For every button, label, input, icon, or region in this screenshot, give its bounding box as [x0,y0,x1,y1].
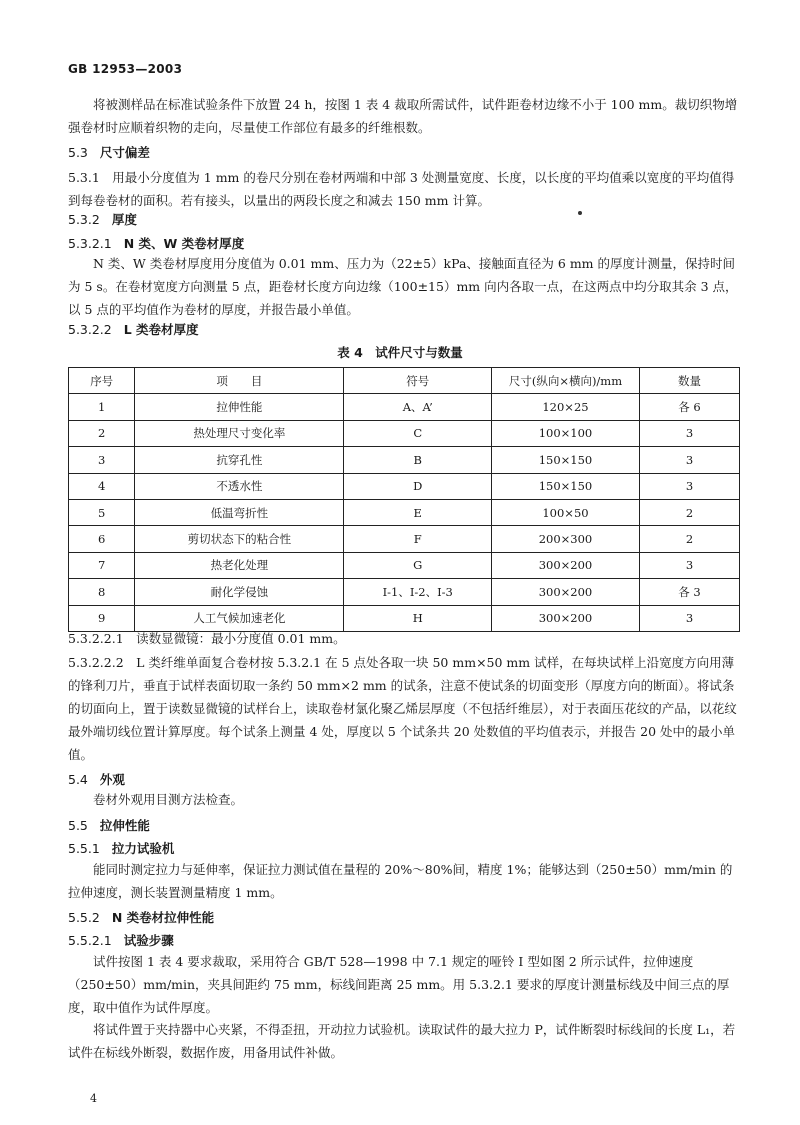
table-cell: 6 [69,526,135,552]
table-cell: 3 [639,420,739,446]
table-cell: 拉伸性能 [135,394,344,420]
table-cell: 100×100 [492,420,640,446]
table-cell: F [344,526,492,552]
table-cell: A、A’ [344,394,492,420]
table-cell: 8 [69,579,135,605]
table-row [69,447,740,473]
table-cell: 4 [69,473,135,499]
header-cell: 尺寸(纵向×横向)/mm [492,368,640,394]
specimen-table [68,367,740,632]
heading-5-5-1: 5.5.1 拉力试验机 [68,841,175,856]
table-cell: 2 [69,420,135,446]
table-cell: 耐化学侵蚀 [135,579,344,605]
heading-5-3-2-1: 5.3.2.1 N 类、W 类卷材厚度 [68,236,245,251]
table-cell: D [344,473,492,499]
paragraph-appearance: 卷材外观用目测方法检查。 [93,792,244,807]
paragraph-sampling: 将被测样品在标准试验条件下放置 24 h，按图 1 表 4 裁取所需试件，试件距卷材边缘不小于 100 mm。裁切织物增强卷材时应顺着织物的走向，尽量使工作部位有最多的纤维根数。 [68,97,738,135]
heading-5-3-2: 5.3.2 厚度 [68,212,137,227]
table-cell: 各 3 [639,579,739,605]
page-number: 4 [90,1092,97,1105]
table-cell: G [344,552,492,578]
header-cell: 符号 [344,368,492,394]
table-cell: 剪切状态下的粘合性 [135,526,344,552]
header-cell: 数量 [639,368,739,394]
table-row [69,499,740,525]
header-cell: 序号 [69,368,135,394]
table-cell: 300×200 [492,552,640,578]
table-row [69,420,740,446]
table-cell: 热老化处理 [135,552,344,578]
paragraph-5-3-1: 5.3.1 用最小分度值为 1 mm 的卷尺分别在卷材两端和中部 3 处测量宽度、长度，以长度的平均值乘以宽度的平均值得到每卷卷材的面积。若有接头，以量出的两段长度之和减去 150 mm 计算。 [68,170,735,208]
table-cell: I-1、I-2、I-3 [344,579,492,605]
table-cell: 3 [639,552,739,578]
table-row [69,394,740,420]
paragraph-tensile-machine: 能同时测定拉力与延伸率，保证拉力测试值在量程的 20%～80%间，精度 1%；能够达到（250±50）mm/min 的拉伸速度，测长装置测量精度 1 mm。 [68,862,733,900]
table-cell: 各 6 [639,394,739,420]
table-cell: 100×50 [492,499,640,525]
table-cell: 1 [69,394,135,420]
table-cell: 5 [69,499,135,525]
header-cell: 项 目 [135,368,344,394]
table-cell: 3 [639,605,739,631]
table-cell: 3 [639,473,739,499]
table-cell: 3 [69,447,135,473]
standard-number: GB 12953—2003 [68,62,183,76]
table-row [69,473,740,499]
table-cell: H [344,605,492,631]
table-cell: C [344,420,492,446]
table-cell: 3 [639,447,739,473]
table-row [69,526,740,552]
table-cell: 120×25 [492,394,640,420]
table-cell: 2 [639,526,739,552]
heading-5-3-2-2: 5.3.2.2 L 类卷材厚度 [68,322,199,337]
heading-5-5-2: 5.5.2 N 类卷材拉伸性能 [68,910,215,925]
table-cell: 热处理尺寸变化率 [135,420,344,446]
heading-5-3: 5.3 尺寸偏差 [68,145,150,160]
table-cell: E [344,499,492,525]
table-row [69,552,740,578]
heading-5-4: 5.4 外观 [68,772,125,787]
table-cell: B [344,447,492,473]
table-cell: 300×200 [492,579,640,605]
table-cell: 人工气候加速老化 [135,605,344,631]
paragraph-5-3-2-2-1: 5.3.2.2.1 读数显微镜：最小分度值 0.01 mm。 [68,631,346,646]
table-cell: 不透水性 [135,473,344,499]
table-cell: 9 [69,605,135,631]
paragraph-test-steps-2: 将试件置于夹持器中心夹紧，不得歪扭，开动拉力试验机。读取试件的最大拉力 P，试件断裂时标线间的长度 L₁，若试件在标线外断裂，数据作废，用备用试件补做。 [68,1022,736,1060]
paragraph-test-steps-1: 试件按图 1 表 4 要求裁取，采用符合 GB/T 528—1998 中 7.1 规定的哑铃 I 型如图 2 所示试件，拉伸速度（250±50）mm/min，夹具间距约 75 mm，标线间距离 25 mm。用 5.3.2.1 要求的厚度计测量标线及中间三点的厚度，取中值作为试件厚度。 [68,954,730,1015]
table-cell: 200×300 [492,526,640,552]
table-header-row [69,368,740,394]
table-cell: 2 [639,499,739,525]
table-cell: 抗穿孔性 [135,447,344,473]
table-cell: 低温弯折性 [135,499,344,525]
table-row [69,579,740,605]
heading-5-5-2-1: 5.5.2.1 试验步骤 [68,933,174,948]
table-cell: 7 [69,552,135,578]
paragraph-nw-thickness: N 类、W 类卷材厚度用分度值为 0.01 mm、压力为（22±5）kPa、接触面直径为 6 mm 的厚度计测量，保持时间为 5 s。在卷材宽度方向测量 5 点，距卷材长度方向边缘（100±15）mm 向内各取一点，在这两点中均分取其余 3 点，以 5 点的平均值作为卷材的厚度，并报告最小单值。 [68,256,738,317]
stray-dot [578,211,582,215]
table-cell: 150×150 [492,473,640,499]
table-cell: 150×150 [492,447,640,473]
paragraph-5-3-2-2-2: 5.3.2.2.2 L 类纤维单面复合卷材按 5.3.2.1 在 5 点处各取一块 50 mm×50 mm 试样，在每块试样上沿宽度方向用薄的锋利刀片，垂直于试样表面切取一条约 50 mm×2 mm 的试条，注意不使试条的切面变形（厚度方向的断面）。将试条的切面向上，置于读数显微镜的试样台上，读取卷材氯化聚乙烯层厚度（不包括纤维层），对于表面压花纹的产品，以花纹最外端切线位置计算厚度。每个试条上测量 4 处，厚度以 5 个试条共 20 处数值的平均值表示，并报告 20 处中的最小单值。 [68,655,737,762]
table-cell: 300×200 [492,605,640,631]
table-caption: 表 4 试件尺寸与数量 [337,345,463,360]
heading-5-5: 5.5 拉伸性能 [68,818,150,833]
